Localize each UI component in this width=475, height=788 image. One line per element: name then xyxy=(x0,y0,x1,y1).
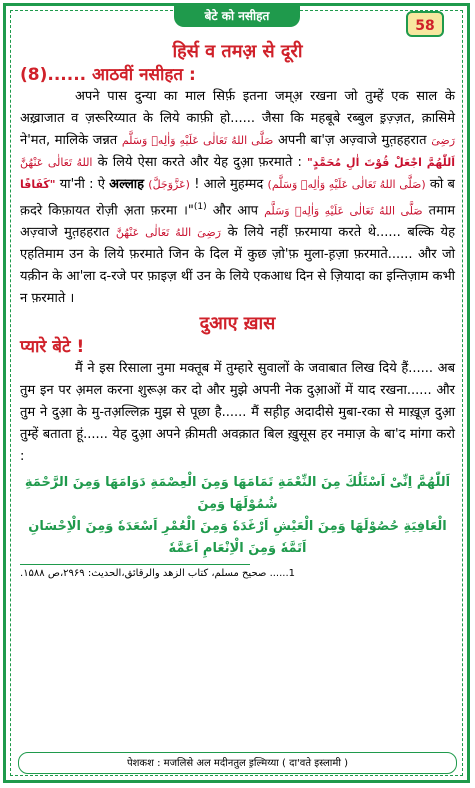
salutation-dear-son: प्यारे बेटे ! xyxy=(20,337,85,358)
text: तमाम अज़्वाजे मुत़हहरात xyxy=(20,203,455,241)
footnote-ref: (1) xyxy=(193,202,207,212)
text: अपने पास दुन्या का माल सिर्फ़ इतना जम्अ़ रखना जो तुम्हें एक साल के अख़्राजात व ज़रूरिय्यात के लिये काफ़ी हो...... जैसा कि महबूबे रब्बुल इ़ज़्ज़त, क़ासिमे ने'मत, मालिके जन्नत xyxy=(20,89,455,148)
text: मैं ने इस रिसाला नुमा मक्तूब में तुम्हारे सुवालों के जवाबात लिख दिये हैं...... अब तुम इन पर अ़मल करना शुरूअ़ कर दो और मुझे अपनी नेक दुआ़ओं में याद रखना...... और तुम ने दुआ़ के मु-तअ़ल्लिक़ मुझ से पूछा है...... मैं सह़ीह़ अदादीसे मुबा-रका से माख़ूज़ दुआ़ तुम्हें बताता हूं...... येह दुआ़ अपने क़ीमती अवक़ात बिल ख़ुसूस हर नमाज़ के बा'द मांगा करो : xyxy=(20,361,455,465)
arabic-salutation: رَضِیَ اللهُ تَعَالٰی عَنْهُنَّ xyxy=(115,226,221,240)
advice-label: ...... आठवीं नसीहत : xyxy=(47,65,196,85)
arabic-salutation: صَلَّى اللهُ تَعَالٰی عَلَيْهِ وَاٰلِهٖ وَسَلَّم xyxy=(121,134,274,147)
advice-number: (8) xyxy=(20,65,48,85)
text: को ब क़दरे किफ़ायत रोज़ी अ़ता फ़रमा ।" xyxy=(20,177,455,219)
page-number: 58 xyxy=(406,11,444,37)
arabic-salutation: صَلَّى اللهُ تَعَالٰی عَلَيْهِ وَاٰلِهٖ وَسَلَّم xyxy=(264,204,423,218)
paragraph-eighth-advice xyxy=(20,86,455,310)
dua-line-1: اَللّٰهُمَّ اِنِّیْ اَسْئَلُكَ مِنَ النِّعْمَةِ تَمَامَهَا وَمِنَ الْعِصْمَةِ دَوَامَهَا وَمِنَ الرَّحْمَةِ شُمُوْلَهَا وَمِنَ xyxy=(24,475,451,513)
arabic-salutation: (صَلَّى اللهُ تَعَالٰی عَلَيْهِ وَاٰلِهٖ وَسَلَّم) xyxy=(267,178,426,191)
footnote: 1...... صحیح مسلم، کتاب الزهد والرقائق،الحديث: ۲۹۶۹،ص ۱۵۸۸. xyxy=(20,568,296,580)
text: के लिये नहीं फ़रमाया करते थे...... बल्कि येह एहतिमाम उन के लिये फ़रमाते जिन के दिल में कुछ ज़ो'फ़ मुला-ह़ज़ा फ़रमाते...... और जो यक़ीन के आ'ला द-रजे पर फ़ाइज़ थीं उन के लिये एकआध दिन से ज़ियादा का इन्तिज़ाम कभी न फ़रमाते । xyxy=(20,225,456,307)
page-content xyxy=(20,40,455,581)
section-heading-special-dua: दुआए ख़ास xyxy=(199,313,276,335)
text: और आप xyxy=(212,203,259,219)
arabic-salutation: (عَزَّوَجَلَّ) xyxy=(148,178,190,191)
section-heading-greed: हिर्स व तमअ़ से दूरी xyxy=(172,41,303,62)
text-bold: अल्लाह xyxy=(109,177,145,192)
text: अपनी बा'ज़ अज़्वाजे मुत़हहरात xyxy=(278,133,427,148)
dua-line-2: الْعَافِيَةِ حُصُوْلَهَا وَمِنَ الْعَيْشِ اَرْغَدَهٗ وَمِنَ الْعُمْرِ اَسْعَدَهٗ وَمِنَ الْاِحْسَانِ اَتَمَّهٗ وَمِنَ الْاِنْعَامِ اَعَمَّهٗ xyxy=(28,519,447,557)
paragraph-special-dua xyxy=(20,358,455,468)
arabic-dua: "اَللّٰهُمَّ اجْعَلْ قُوْتَ اٰلِ مُحَمَّدٍ كَفَافًا" xyxy=(20,156,455,191)
footnote-divider xyxy=(20,564,250,565)
text: ! आले मुहम्मद xyxy=(194,177,264,192)
running-header-title: बेटे को नसीहत xyxy=(174,5,300,27)
page-footer: पेशकश : मजलिसे अल मदीनतुल इ़ल्मिय्या ( दा'वते इस्लामी ) xyxy=(18,752,457,774)
text: के लिये ऐसा करते और येह दुआ़ फ़रमाते : xyxy=(97,155,302,170)
text: या'नी : ऐ xyxy=(59,177,105,192)
advice-heading-eighth xyxy=(20,64,455,86)
arabic-salutation: رَضِیَ اللهُ تَعَالٰی عَنْهُنَّ xyxy=(20,134,456,169)
